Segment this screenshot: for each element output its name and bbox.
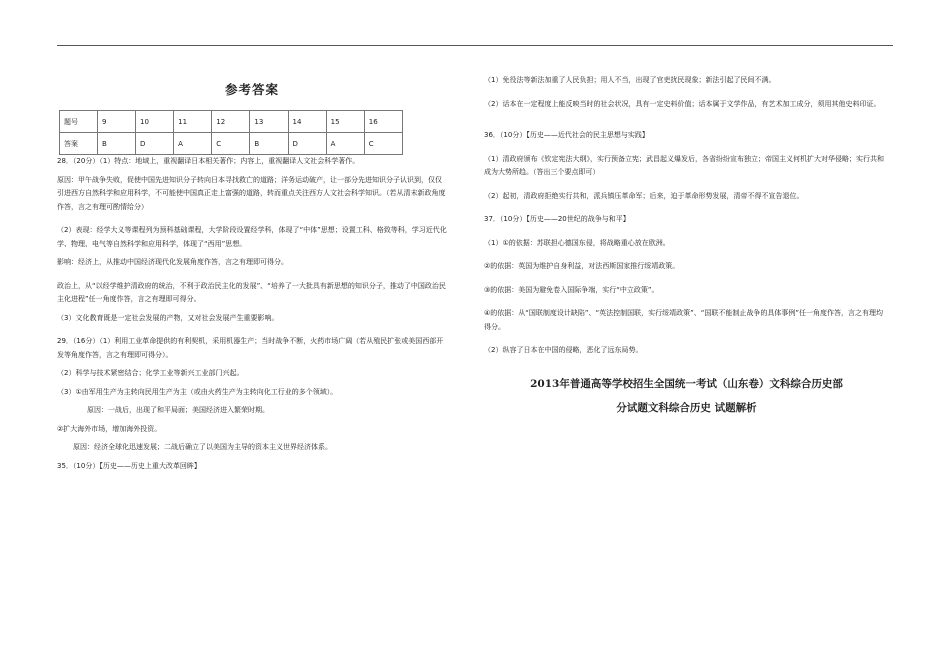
table-cell: 14: [288, 111, 326, 133]
table-cell: 9: [98, 111, 136, 133]
q37-part1c: ③的依据：美国为避免卷入国际争端，实行“中立政策”。: [484, 285, 659, 294]
section-title: [484, 372, 889, 420]
top-rule: [57, 45, 893, 46]
right-column: [484, 60, 889, 420]
q29-part3b-reason: 原因：经济全球化迅速发展；二战后确立了以美国为主导的资本主义世界经济体系。: [73, 443, 332, 451]
q37-part1b: ②的依据：英国为维护自身利益，对法西斯国家推行绥靖政策。: [484, 262, 680, 270]
table-row-answers: [60, 133, 403, 155]
q29-part2: （2）科学与技术紧密结合；化学工业等新兴工业部门兴起。: [57, 369, 244, 377]
q29-part3b: ②扩大海外市场，增加海外投资。: [57, 424, 162, 433]
table-cell: 11: [174, 111, 212, 133]
q28-heading: 28．（20分）（1）特点：地域上，重视翻译日本相关著作；内容上，重视翻译人文社会科学著作。: [57, 157, 360, 165]
q28-effect: 影响：经济上，从推动中国经济现代化发展角度作答，言之有理即可得分。: [57, 258, 288, 266]
q37-part1a: （1）①的依据：苏联担心德国东侵，将战略重心放在欧洲。: [484, 238, 670, 247]
table-cell: 16: [364, 111, 402, 133]
section-title-line1: 2013年普通高等学校招生全国统一考试（山东卷）文科综合历史部: [530, 377, 843, 390]
table-cell: 12: [212, 111, 250, 133]
table-cell: D: [136, 133, 174, 155]
table-cell: B: [250, 133, 288, 155]
table-cell: B: [98, 133, 136, 155]
q36-part1: （1）清政府颁布《钦定宪法大纲》，实行预备立宪；武昌起义爆发后，各省纷纷宣布独立；帝国主义何机扩大对华侵略；实行共和成为大势所趋。（答出三个要点即可）: [484, 154, 884, 176]
table-cell: A: [174, 133, 212, 155]
table-cell: 10: [136, 111, 174, 133]
table-cell: 15: [326, 111, 364, 133]
table-cell: C: [212, 133, 250, 155]
table-cell: C: [364, 133, 402, 155]
q28-reason: 原因：甲午战争失败，促使中国先进知识分子转向日本寻找救亡的道路；洋务运动破产，让一部分先进知识分子认识到，仅仅引进西方自然科学和应用科学，不可能使中国真正走上富强的道路，转而重点关注西方人文社会科学知识。（若从清末新政角度作答，言之有理可酌情给分）: [57, 175, 446, 211]
section-title-line2: 分试题文科综合历史 试题解析: [616, 401, 757, 414]
q37-heading: 37．（10分）【历史——20世纪的战争与和平】: [484, 215, 630, 223]
table-cell: 13: [250, 111, 288, 133]
q35-part1: （1）免役法等新法加重了人民负担；用人不当，出现了官吏扰民现象；新法引起了民间不满。: [484, 76, 776, 84]
left-column: [57, 60, 447, 473]
q28-part2: （2）表现：经学大义等课程列为预科基础课程，大学阶段设置经学科，体现了“中体”思想；设置工科、格致等科，学习近代化学、物理、电气等自然科学和应用科学，体现了“西用”思想。: [57, 226, 447, 248]
table-cell: 答案: [60, 133, 98, 155]
table-row-header: [60, 111, 403, 133]
table-cell: A: [326, 133, 364, 155]
table-cell: D: [288, 133, 326, 155]
page-title: 参考答案: [224, 82, 279, 97]
q28-part3: （3）文化教育既是一定社会发展的产物，又对社会发展产生重要影响。: [57, 313, 279, 322]
answer-table: [59, 110, 403, 155]
q36-part2: （2）起初，清政府拒绝实行共和，派兵镇压革命军；后来，迫于革命形势发展，清帝不得不宣告退位。: [484, 191, 804, 200]
q35-heading: 35．（10分）【历史——历史上重大改革回眸】: [57, 461, 201, 470]
table-cell: 题号: [60, 111, 98, 133]
q37-part2: （2）纵容了日本在中国的侵略，恶化了远东局势。: [484, 346, 643, 354]
q28-politics: 政治上，从“以经学维护清政府的统治，不利于政治民主化的发展”、“培养了一大批具有新思想的知识分子，推动了中国政治民主化进程”任一角度作答，言之有理即可得分。: [57, 281, 446, 303]
q29-part3: （3）①由军用生产为主转向民用生产为主（或由火药生产为主转向化工行业的多个领域）。: [57, 387, 338, 396]
q29-part3-reason: 原因：一战后，出现了和平局面；美国经济进入繁荣时期。: [87, 406, 269, 414]
q37-part1d: ④的依据：从“国联制度设计缺陷”、“英法控制国联，实行绥靖政策”、“国联不能制止战争的具体事例”任一角度作答，言之有理均得分。: [484, 309, 884, 331]
q36-heading: 36．（10分）【历史——近代社会的民主思想与实践】: [484, 131, 649, 139]
q29-heading: 29．（16分）（1）利用工业革命提供的有利契机，采用机器生产；当时战争不断，火药市场广阔（若从殖民扩张或美国西部开发等角度作答，言之有理即可得分）。: [57, 337, 444, 359]
q35-part2: （2）话本在一定程度上能反映当时的社会状况，具有一定史料价值；话本属于文学作品，有艺术加工成分，须用其他史料印证。: [484, 99, 881, 108]
